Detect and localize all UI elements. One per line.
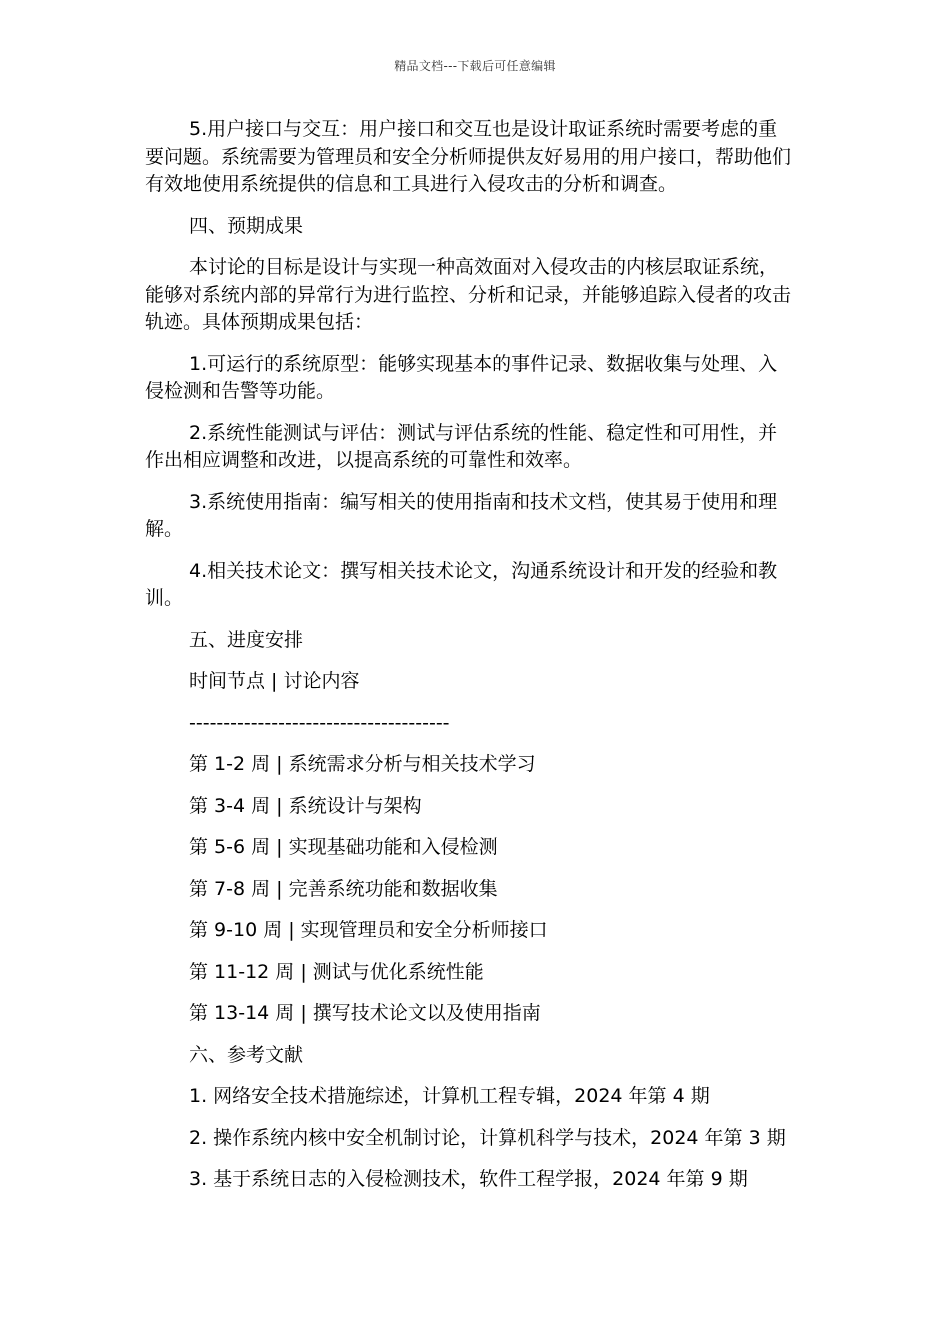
schedule-header: 时间节点 | 讨论内容 [189,670,360,692]
paragraph-goal: 本讨论的目标是设计与实现一种高效面对入侵攻击的内核层取证系统，能够对系统内部的异常行为进行监控、分析和记录，并能够追踪入侵者的攻击轨迹。具体预期成果包括： [145,256,792,333]
document-body [145,116,795,1208]
reference-item: 2. 操作系统内核中安全机制讨论，计算机科学与技术，2024 年第 3 期 [189,1126,786,1149]
heading-expected-results: 四、预期成果 [189,214,304,237]
schedule-row: 第 11-12 周 | 测试与优化系统性能 [189,960,484,983]
schedule-row: 第 13-14 周 | 撰写技术论文以及使用指南 [189,1002,541,1024]
schedule-row: 第 3-4 周 | 系统设计与架构 [189,794,422,817]
heading-schedule: 五、进度安排 [189,628,304,651]
schedule-row: 第 5-6 周 | 实现基础功能和入侵检测 [189,836,498,858]
outcome-item: 4.相关技术论文：撰写相关技术论文，沟通系统设计和开发的经验和教训。 [145,559,778,609]
paragraph-user-interface: 5.用户接口与交互：用户接口和交互也是设计取证系统时需要考虑的重要问题。系统需要为管理员和安全分析师提供友好易用的用户接口，帮助他们有效地使用系统提供的信息和工具进行入侵攻击的分析和调查。 [145,118,792,195]
page-header: 精品文档---下载后可任意编辑 [394,59,556,73]
outcome-item: 3.系统使用指南：编写相关的使用指南和技术文档，使其易于使用和理解。 [145,490,778,540]
reference-item: 1. 网络安全技术措施综述，计算机工程专辑，2024 年第 4 期 [189,1085,710,1107]
outcome-item: 1.可运行的系统原型：能够实现基本的事件记录、数据收集与处理、入侵检测和告警等功能。 [145,352,778,402]
outcome-item: 2.系统性能测试与评估：测试与评估系统的性能、稳定性和可用性，并作出相应调整和改进，以提高系统的可靠性和效率。 [145,421,778,471]
reference-item: 3. 基于系统日志的入侵检测技术，软件工程学报，2024 年第 9 期 [189,1168,748,1190]
heading-references: 六、参考文献 [189,1043,304,1066]
schedule-separator: -------------------------------------- [189,711,450,734]
schedule-row: 第 1-2 周 | 系统需求分析与相关技术学习 [189,753,536,775]
schedule-row: 第 7-8 周 | 完善系统功能和数据收集 [189,877,498,900]
schedule-row: 第 9-10 周 | 实现管理员和安全分析师接口 [189,919,548,941]
